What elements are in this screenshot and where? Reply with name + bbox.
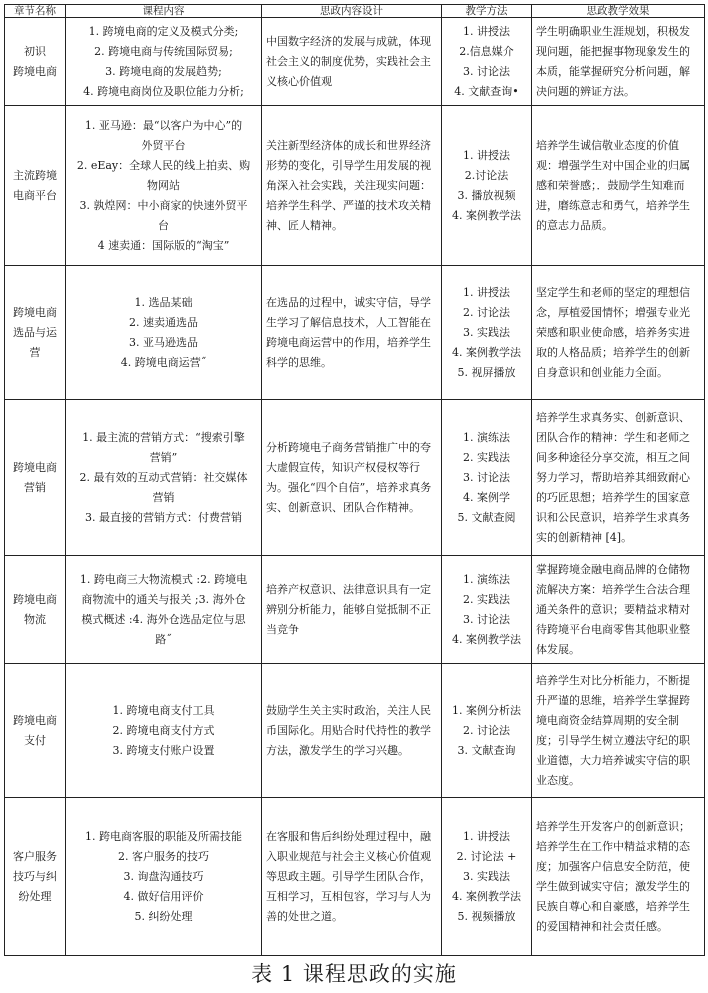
- course-content: 1. 跨电商客服的职能及所需技能 2. 客户服务的技巧 3. 询盘沟通技巧 4. 做好信用评价 5. 纠纷处理: [66, 798, 262, 956]
- teaching-method: 1. 演练法 2. 实践法 3. 讨论法 4. 案例学 5. 文献查阅: [442, 400, 532, 556]
- ideology-design: 在选品的过程中，诚实守信，导学生学习了解信息技术，人工智能在跨境电商运营中的作用，培养学生科学的思维。: [262, 266, 442, 400]
- teaching-effect: 培养学生求真务实、创新意识、团队合作的精神：学生和老师之间多种途径分享交流，相互之间努力学习，帮助培养其细致耐心的巧匠思想；培养学生的国家意识和公民意识，培养学生求真务实的创新精神 [4]。: [532, 400, 705, 556]
- table-row: [5, 400, 705, 556]
- course-content: 1. 跨电商三大物流模式 :2. 跨境电 商物流中的通关与报关 ;3. 海外仓 模式概述 :4. 海外仓选品定位与思 路˝: [66, 556, 262, 664]
- course-content: 1. 最主流的营销方式：“搜索引擎 营销” 2. 最有效的互动式营销：社交媒体 营销 3. 最直接的营销方式：付费营销: [66, 400, 262, 556]
- ideology-design: 鼓励学生关主实时政治，关注人民币国际化。用贴合时代持性的教学方法，激发学生的学习兴趣。: [262, 664, 442, 798]
- table-header-row: [5, 5, 705, 18]
- chapter-name: 跨境电商 物流: [5, 556, 66, 664]
- table-row: [5, 798, 705, 956]
- course-content: 1. 亚马逊：最“以客户为中心”的 外贸平台 2. eEay：全球人民的线上拍卖、购 物网站 3. 孰煌网：中小商家的快速外贸平 台 4 速卖通：国际版的“淘宝”: [66, 106, 262, 266]
- course-content: 1. 跨境电商的定义及模式分类; 2. 跨境电商与传统国际贸易; 3. 跨境电商的发展趋势; 4. 跨境电商岗位及职位能力分析;: [66, 18, 262, 106]
- table-row: [5, 18, 705, 106]
- chapter-name: 跨境电商 选品与运 营: [5, 266, 66, 400]
- teaching-method: 1. 讲授法 2.讨论法 3. 播放视频 4. 案例教学法: [442, 106, 532, 266]
- teaching-effect: 培养学生开发客户的创新意识；培养学生在工作中精益求精的态度；加强客户信息安全防范，使学生做到诚实守信；激发学生的民族自尊心和自豪感，培养学生的爱国精神和社会责任感。: [532, 798, 705, 956]
- teaching-effect: 掌握跨境金融电商品牌的仓储物流解决方案：培养学生合法合理通关条件的意识；要精益求精对待跨境平台电商零售其他职业整体发展。: [532, 556, 705, 664]
- chapter-name: 主流跨境 电商平台: [5, 106, 66, 266]
- course-content: 1. 选品某础 2. 速卖通选品 3. 亚马逊选品 4. 跨境电商运营˝: [66, 266, 262, 400]
- chapter-name: 跨境电商 支付: [5, 664, 66, 798]
- chapter-name: 初识 跨境电商: [5, 18, 66, 106]
- teaching-effect: 坚定学生和老师的坚定的理想信念，厚植爱国情怀；增强专业光荣感和职业使命感，培养务实进取的人格品质；培养学生的创新自身意识和创业能力全面。: [532, 266, 705, 400]
- table-row: [5, 556, 705, 664]
- header-design: 思政内容设计: [262, 5, 442, 18]
- chapter-name: 跨境电商 营销: [5, 400, 66, 556]
- teaching-effect: 培养学生对比分析能力，不断提升严谨的思维，培养学生掌握跨境电商资金结算周期的安全制度；引导学生树立遵法守纪的职业道德，大力培养诚实守信的职业态度。: [532, 664, 705, 798]
- table-row: [5, 266, 705, 400]
- header-content: 课程内容: [66, 5, 262, 18]
- teaching-method: 1. 讲授法 2.信息媒介 3. 讨论法 4. 文献查询•: [442, 18, 532, 106]
- header-chapter: 章节名称: [5, 5, 66, 18]
- table-row: [5, 664, 705, 798]
- teaching-method: 1. 演练法 2. 实践法 3. 讨论法 4. 案例教学法: [442, 556, 532, 664]
- course-table: [4, 4, 705, 956]
- header-effect: 思政教学效果: [532, 5, 705, 18]
- ideology-design: 在客服和售后纠纷处理过程中，融入职业规范与社会主义核心价值观等思政主题。引导学生团队合作，互相学习，互相包容，学习与人为善的处世之道。: [262, 798, 442, 956]
- table-caption: 表 1 课程思政的实施: [251, 962, 457, 986]
- chapter-name: 客户服务 技巧与纠 纷处理: [5, 798, 66, 956]
- ideology-design: 中国数字经济的发展与成就，体现社会主义的制度优势，实践社会主义核心价值观: [262, 18, 442, 106]
- ideology-design: 培养产权意识、法律意识具有一定辨别分析能力，能够自觉抵制不正当竞争: [262, 556, 442, 664]
- ideology-design: 分析跨境电子商务营销推广中的夸大虚假宣传，知识产权侵权等行为。强化“四个自信”，培养求真务实、创新意识、团队合作精神。: [262, 400, 442, 556]
- teaching-effect: 学生明确职业生涯规划，积极发现问题，能把握事物现象发生的本质，能掌握研究分析问题，解决问题的辨证方法。: [532, 18, 705, 106]
- course-content: 1. 跨境电商支付工具 2. 跨境电商支付方式 3. 跨境支付账户设置: [66, 664, 262, 798]
- teaching-method: 1. 案例分析法 2. 讨论法 3. 文献查询: [442, 664, 532, 798]
- ideology-design: 关注新型经济体的成长和世界经济形势的变化，引导学生用发展的视角深入社会实践，关注现实问题：培养学生科学、严谨的技术攻关精神、匠人精神。: [262, 106, 442, 266]
- teaching-method: 1. 讲授法 2. 讨论法 + 3. 实践法 4. 案例教学法 5. 视频播放: [442, 798, 532, 956]
- header-method: 教学方法: [442, 5, 532, 18]
- table-row: [5, 106, 705, 266]
- teaching-method: 1. 讲授法 2. 讨论法 3. 实践法 4. 案例教学法 5. 视屏播放: [442, 266, 532, 400]
- teaching-effect: 培养学生诚信敬业态度的价值观：增强学生对中国企业的归属感和荣誉感；．鼓励学生知难而进，磨练意志和勇气，培养学生的意志力品质。: [532, 106, 705, 266]
